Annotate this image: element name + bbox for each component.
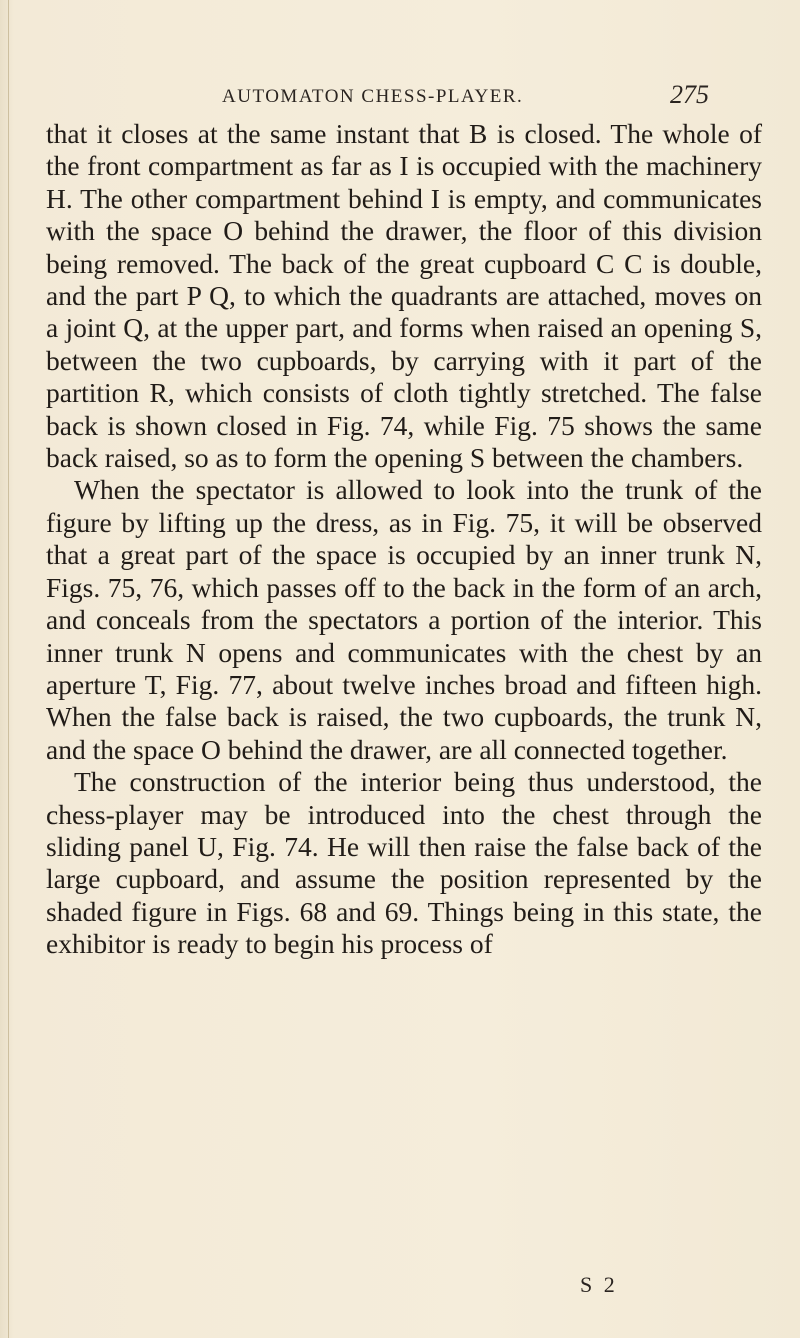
page-number: 275: [670, 80, 709, 109]
running-head: AUTOMATON CHESS-PLAYER.: [222, 86, 524, 107]
page-header: [222, 80, 742, 114]
body-text: [46, 118, 762, 961]
page-gutter-edge: [8, 0, 9, 1338]
paragraph-2: When the spectator is allowed to look into the trunk of the figure by lifting up the dress, as in Fig. 75, it will be observed that a great part of the space is occupied by an inner trunk N, Figs. 75, 76, which passes off to the back in the form of an arch, and conceals from the spectators a portion of the interior. This inner trunk N opens and communicates with the chest by an aperture T, Fig. 77, about twelve inches broad and fifteen high. When the false back is raised, the two cupboards, the trunk N, and the space O behind the drawer, are all connected together.: [46, 474, 762, 765]
signature-mark: S 2: [580, 1272, 618, 1297]
paragraph-3: The construction of the interior being thus understood, the chess-player may be introduced into the chest through the sliding panel U, Fig. 74. He will then raise the false back of the large cupboard, and assume the position represented by the shaded figure in Figs. 68 and 69. Things being in this state, the exhibitor is ready to begin his process of: [46, 766, 762, 960]
paragraph-1: that it closes at the same instant that B is closed. The whole of the front compartment as far as I is occupied with the machinery H. The other compartment behind I is empty, and communicates with the space O behind the drawer, the floor of this division being removed. The back of the great cupboard C C is double, and the part P Q, to which the quadrants are attached, moves on a joint Q, at the upper part, and forms when raised an opening S, between the two cupboards, by carrying with it part of the partition R, which consists of cloth tightly stretched. The false back is shown closed in Fig. 74, while Fig. 75 shows the same back raised, so as to form the opening S between the chambers.: [46, 118, 762, 474]
